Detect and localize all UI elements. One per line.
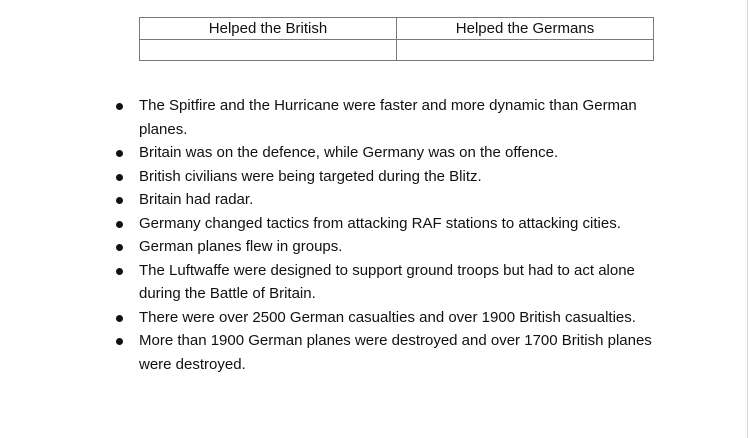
bullet-icon [116,244,123,251]
statement-list [112,94,672,376]
cell-helped-germans[interactable] [397,40,654,61]
statement-text: German planes flew in groups. [139,238,343,255]
table-row [140,40,654,61]
sorting-table [139,17,654,61]
statement-text: British civilians were being targeted during the Blitz. [139,167,482,185]
statement-text: Germany changed tactics from attacking RAF stations to attacking cities. [139,214,621,232]
statement-text: The Spitfire and the Hurricane were faster and more dynamic than German planes. [139,97,637,138]
bullet-icon [116,103,123,110]
table-header-row [140,18,654,40]
header-helped-british: Helped the British [140,18,397,40]
list-item [112,165,672,189]
bullet-icon [116,221,123,228]
bullet-icon [116,338,123,345]
list-item [112,212,672,236]
cell-helped-british[interactable] [140,40,397,61]
list-item [112,259,672,306]
list-item [112,306,672,330]
bullet-icon [116,150,123,157]
bullet-icon [116,268,123,275]
list-item [112,94,672,141]
statement-text: Britain had radar. [139,191,254,208]
bullet-icon [116,197,123,204]
list-item [112,329,672,376]
statement-text: The Luftwaffe were designed to support ground troops but had to act alone during the Battle of Britain. [139,261,635,302]
list-item [112,235,672,259]
list-item [112,141,672,165]
statement-text: Britain was on the defence, while Germany was on the offence. [139,144,559,161]
statement-text: There were over 2500 German casualties and over 1900 British casualties. [139,308,636,326]
bullet-icon [116,315,123,322]
statement-text: More than 1900 German planes were destroyed and over 1700 British planes were destroyed. [139,332,652,373]
header-helped-germans: Helped the Germans [397,18,654,40]
list-item [112,188,672,212]
bullet-icon [116,174,123,181]
